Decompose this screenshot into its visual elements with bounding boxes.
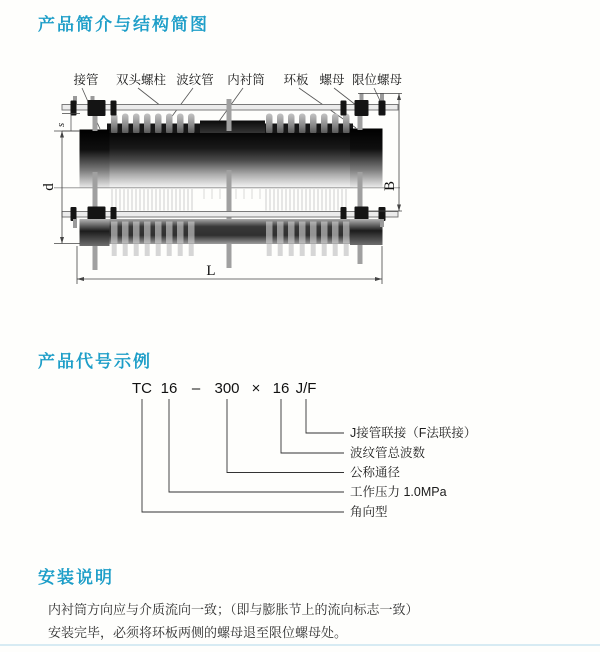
label-double-stud: 双头螺柱 [115,73,167,87]
installation-line-1: 内衬筒方向应与介质流向一致；（即与膨胀节上的流向标志一致） [48,602,419,617]
code-tokens [132,380,316,397]
part-labels [73,72,402,87]
code-token-pressure: 16 [160,380,178,397]
code-token-dash: – [191,380,201,397]
annotation-type: 角向型 [350,505,388,519]
end-cap-right-lower [350,219,383,245]
dim-label-d: d [41,183,57,191]
label-bellows: 波纹管 [176,73,214,87]
annotation-diameter: 公称通径 [350,465,401,480]
installation-line-2: 安装完毕，必须将环板两侧的螺母退至限位螺母处。 [48,624,348,640]
section-title-intro: 产品简介与结构简图 [38,15,209,34]
code-leader-lines [142,399,344,512]
code-token-connection: J/F [295,380,317,397]
bottom-rule [0,644,600,646]
annotation-pressure: 工作压力 1.0MPa [350,485,447,499]
dim-label-L: L [206,263,216,279]
end-cap-left-lower [80,219,110,246]
section-title-code: 产品代号示例 [38,352,152,371]
structure-diagram [0,60,600,310]
annotation-waves: 波纹管总波数 [350,446,426,460]
end-cap-right [350,129,383,188]
code-token-waves: 16 [272,380,290,397]
code-token-type: TC [132,380,152,397]
dimension-s [62,114,80,132]
label-inner-liner: 内衬筒 [227,73,265,87]
label-ring-plate: 环板 [283,73,309,87]
product-code-diagram [0,375,600,550]
label-connecting-pipe: 接管 [73,73,99,87]
installation-instructions [48,599,568,644]
label-nut: 螺母 [319,73,345,87]
code-token-times: × [251,380,261,397]
code-token-diameter: 300 [214,380,240,397]
label-limit-nut: 限位螺母 [351,73,403,87]
section-title-install: 安装说明 [38,568,114,587]
annotation-connection: J接管联接（F法联接） [350,426,477,440]
dim-label-s: s [55,122,67,128]
code-annotations [350,425,476,519]
center-collar [200,121,265,135]
dim-label-B: B [382,180,398,192]
